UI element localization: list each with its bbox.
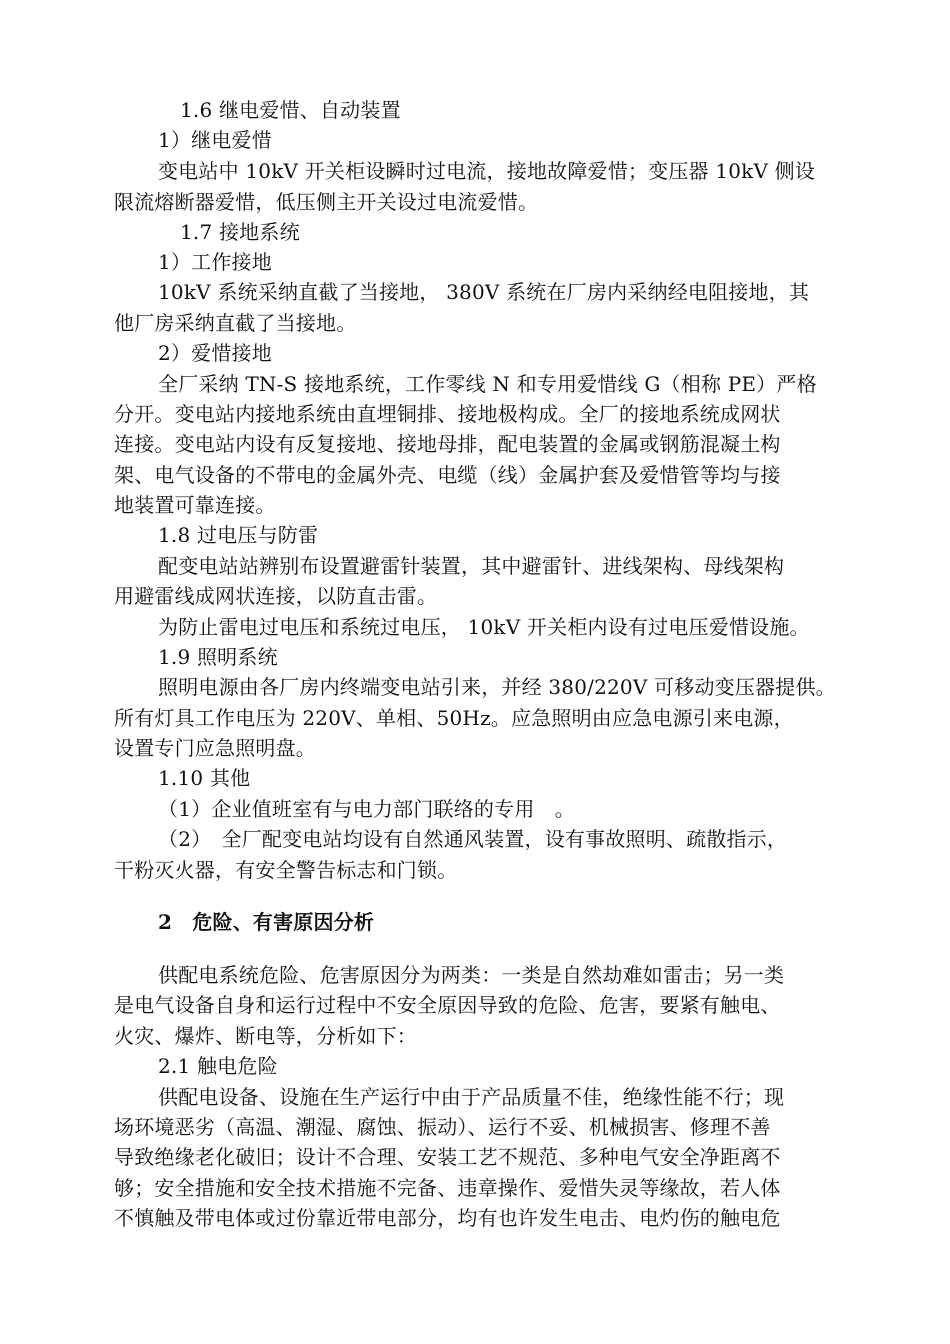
paragraph-line: 照明电源由各厂房内终端变电站引来，并经 380/220V 可移动变压器提供。 [158, 675, 836, 699]
paragraph-line: 架、电气设备的不带电的金属外壳、电缆（线）金属护套及爱惜管等均与接 [114, 463, 781, 487]
subsection-heading-relay-protection: 1）继电爱惜 [158, 128, 272, 152]
subsection-heading-protective-ground: 2）爱惜接地 [158, 341, 272, 365]
section-heading-1-7: 1.7 接地系统 [180, 220, 300, 244]
paragraph-line: 供配电系统危险、危害原因分为两类：一类是自然劫难如雷击；另一类 [158, 963, 785, 987]
section-heading-1-9: 1.9 照明系统 [158, 645, 278, 669]
paragraph-line: 用避雷线成网状连接，以防直击雷。 [114, 584, 438, 608]
paragraph-line: 全厂采纳 TN-S 接地系统，工作零线 N 和专用爱惜线 G（相称 PE）严格 [158, 372, 817, 396]
paragraph-line: 火灾、爆炸、断电等，分析如下： [114, 1024, 417, 1048]
paragraph-line: 供配电设备、设施在生产运行中由于产品质量不佳，绝缘性能不行；现 [158, 1085, 785, 1109]
paragraph-line: 为防止雷电过电压和系统过电压， 10kV 开关柜内设有过电压爱惜设施。 [158, 615, 810, 639]
paragraph-line: 干粉灭火器，有安全警告标志和门锁。 [114, 858, 458, 882]
section-heading-1-6: 1.6 继电爱惜、自动装置 [180, 98, 401, 122]
paragraph-line: 场环境恶劣（高温、潮湿、腐蚀、振动）、运行不妥、机械损害、修理不善 [114, 1115, 771, 1139]
paragraph-line: 他厂房采纳直截了当接地。 [114, 311, 357, 335]
paragraph-line: 地装置可靠连接。 [114, 493, 276, 517]
paragraph-line: 不慎触及带电体或过份靠近带电部分，均有也许发生电击、电灼伤的触电危 [114, 1206, 781, 1230]
section-heading-1-10: 1.10 其他 [158, 766, 251, 790]
paragraph-line: 导致绝缘老化破旧；设计不合理、安装工艺不规范、多种电气安全净距离不 [114, 1145, 781, 1169]
paragraph-line: 分开。变电站内接地系统由直埋铜排、接地极构成。全厂的接地系统成网状 [114, 402, 781, 426]
paragraph-line: 所有灯具工作电压为 220V、单相、50Hz。应急照明由应急电源引来电源， [114, 706, 794, 730]
paragraph-line: 10kV 系统采纳直截了当接地， 380V 系统在厂房内采纳经电阻接地，其 [158, 280, 810, 304]
paragraph-line: 连接。变电站内设有反复接地、接地母排，配电装置的金属或钢筋混凝土构 [114, 432, 781, 456]
list-item: （2） 全厂配变电站均设有自然通风装置，设有事故照明、疏散指示， [158, 827, 788, 851]
paragraph-line: 变电站中 10kV 开关柜设瞬时过电流，接地故障爱惜；变压器 10kV 侧设 [158, 159, 816, 183]
chapter-heading-2: 2 危险、有害原因分析 [158, 910, 375, 934]
section-heading-2-1: 2.1 触电危险 [158, 1054, 278, 1078]
paragraph-line: 配变电站站辨别布设置避雷针装置，其中避雷针、进线架构、母线架构 [158, 554, 785, 578]
list-item: （1）企业值班室有与电力部门联络的专用 。 [158, 797, 575, 821]
paragraph-line: 够；安全措施和安全技术措施不完备、违章操作、爱惜失灵等缘故，若人体 [114, 1176, 781, 1200]
section-heading-1-8: 1.8 过电压与防雷 [158, 523, 319, 547]
subsection-heading-working-ground: 1）工作接地 [158, 250, 272, 274]
paragraph-line: 设置专门应急照明盘。 [114, 736, 316, 760]
paragraph-line: 是电气设备自身和运行过程中不安全原因导致的危险、危害，要紧有触电、 [114, 993, 781, 1017]
paragraph-line: 限流熔断器爱惜，低压侧主开关设过电流爱惜。 [114, 190, 539, 214]
